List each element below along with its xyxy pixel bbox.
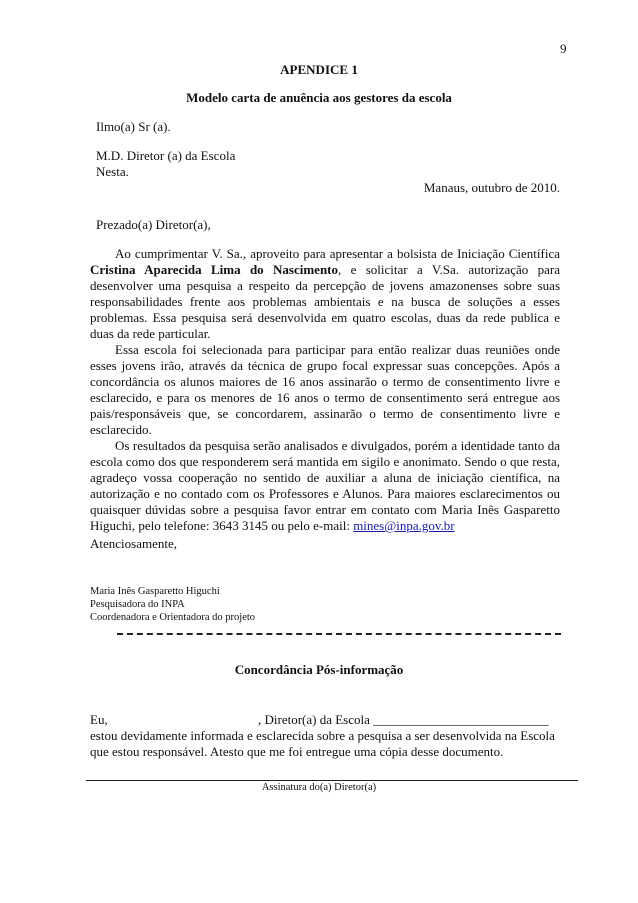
consent-diretor: , Diretor(a) da Escola ___________________________ [258,712,549,727]
signature-role-1: Pesquisadora do INPA [90,599,185,610]
closing: Atenciosamente, [90,536,177,551]
paragraph-1-intro: Ao cumprimentar V. Sa., aproveito para apresentar a bolsista de Iniciação Científica [115,246,560,261]
paragraph-3 [90,438,560,534]
signature-caption: Assinatura do(a) Diretor(a) [261,782,377,793]
salutation: Ilmo(a) Sr (a). [96,119,171,134]
signature-name: Maria Inês Gasparetto Higuchi [90,586,220,597]
dashed-separator [117,633,561,635]
consent-line-2: estou devidamente informada e esclarecida sobre a pesquisa a ser desenvolvida na Escola [90,728,555,743]
signature-block [90,585,255,624]
paragraph-2: Essa escola foi selecionada para participar para então realizar duas reuniões onde esses jovens irão, através da técnica de grupo focal expressar suas concepções. Após a concordância os alunos maiores de 16 anos assinarão o termo de consentimento livre e esclarecido, e para os menores de 16 anos o termo de consentimento será entregue aos pais/responsáveis que, se concordarem, assinarão o termo de consentimento livre e esclarecido. [90,342,560,437]
student-name: Cristina Aparecida Lima do Nascimento [90,262,339,277]
paragraph-1 [90,246,560,342]
consent-title: Concordância Pós-informação [234,662,404,677]
consent-text [90,712,562,760]
appendix-subtitle: Modelo carta de anuência aos gestores da escola [186,90,452,105]
consent-line-3: que estou responsável. Atesto que me foi entregue uma cópia desse documento. [90,744,504,759]
greeting: Prezado(a) Diretor(a), [96,217,211,232]
address-line-1: M.D. Diretor (a) da Escola [96,148,236,163]
consent-line-1 [90,712,562,728]
date-line: Manaus, outubro de 2010. [423,180,560,195]
consent-eu: Eu, [90,712,108,727]
address-line-2: Nesta. [96,164,129,179]
signature-line [86,780,578,781]
signature-role-2: Coordenadora e Orientadora do projeto [90,612,256,623]
email-link[interactable]: mines@inpa.gov.br [353,518,455,533]
letter-body [90,246,560,534]
paragraph-3-text: Os resultados da pesquisa serão analisados e divulgados, porém a identidade tanto da escola como dos que responderem será mantida em sigilo e anonimato. Sendo o que resta, agradeço vossa cooperação no sentido de auxiliar a aluna de iniciação científica, na autorização e no contado com os Professores e Alunos. Para maiores esclarecimentos ou quaisquer dúvidas sobre a pesquisa favor entrar em contato com Maria Inês Gasparetto Higuchi, pelo telefone: 3643 3145 ou pelo e-mail: [90,438,560,533]
appendix-title: APENDICE 1 [280,62,358,77]
page-number: 9 [560,41,567,56]
paragraph-1-rest: , e solicitar a V.Sa. autorização para desenvolver uma pesquisa a respeito da percepção de jovens amazonenses sobre suas responsabilidades frente aos problemas ambientais e na busca de soluções a esses problemas. Essa pesquisa será desenvolvida em quatro escolas, duas da rede publica e duas da rede particular. [90,262,560,341]
